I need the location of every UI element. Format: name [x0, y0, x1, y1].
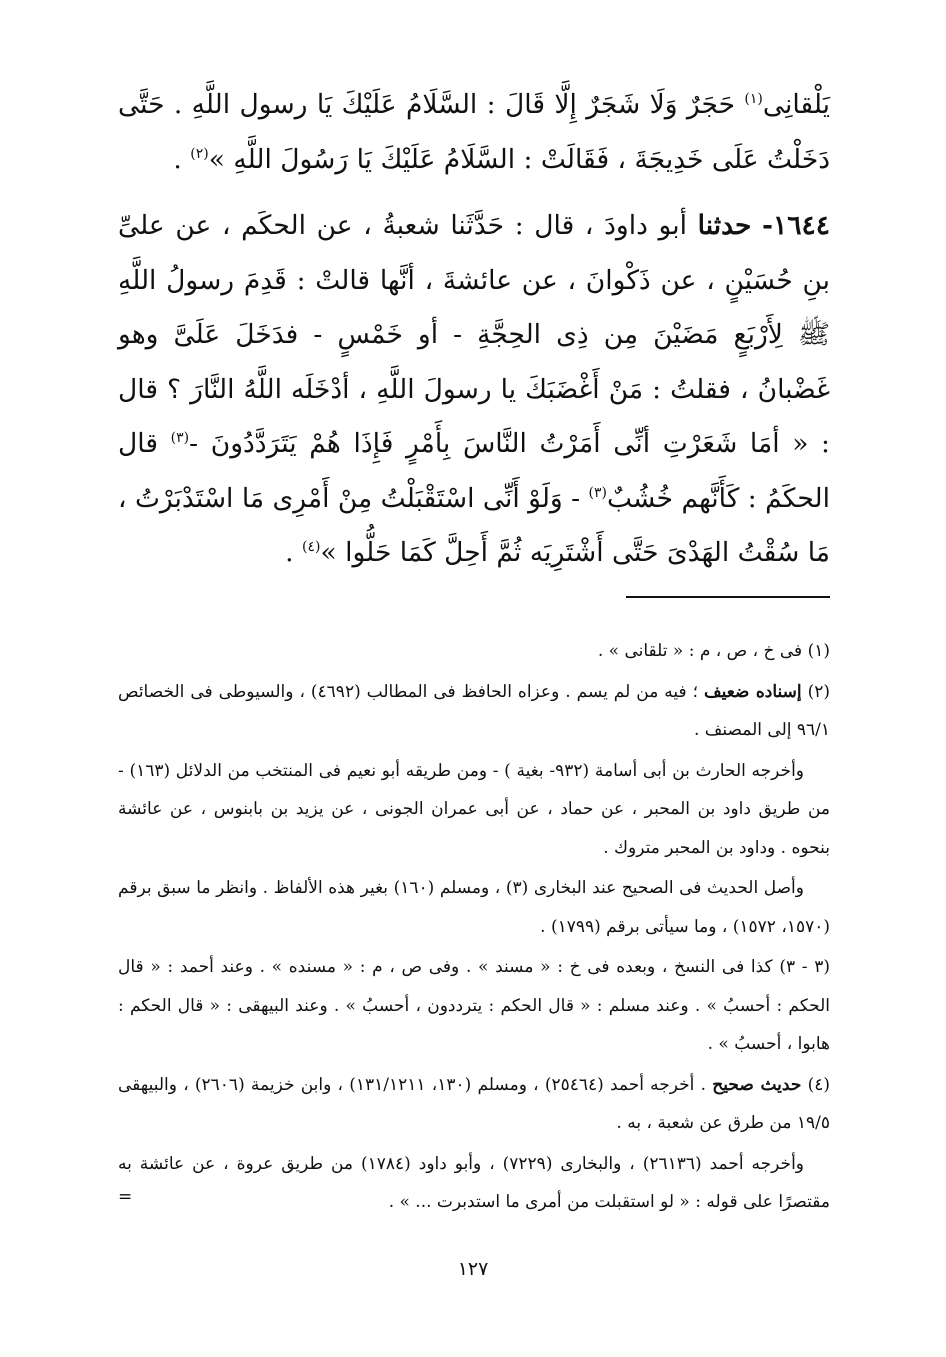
continuation-mark: = [118, 1187, 133, 1207]
footnote-4-continued: وأخرجه أحمد (٢٦١٣٦) ، والبخارى (٧٢٢٩) ، وأبو داود (١٧٨٤) من طريق عروة ، عن عائشة به مقتصرًا على قوله : « لو استقبلت من أمرى ما استدبرت ... » . [118, 1153, 830, 1212]
text-segment: يَلْقانِى [762, 89, 830, 120]
footnote-2-continued: وأخرجه الحارث بن أبى أسامة (٩٣٢- بغية ) - ومن طريقه أبو نعيم فى المنتخب من الدلائل (١٦٣) - من طريق داود بن المحبر ، عن حماد ، عن أبى عمران الجونى ، عن يزيد بن بابنوس ، عن عائشة بنحوه . وداود بن المحبر متروك . [118, 760, 830, 858]
footnote-2-continued: وأصل الحديث فى الصحيح عند البخارى (٣) ، ومسلم (١٦٠) بغير هذه الألفاظ . وانظر ما سبق برقم (١٥٧٠، ١٥٧٢) ، وما سيأتى برقم (١٧٩٩) . [118, 878, 830, 937]
footnote-2 [118, 673, 830, 750]
footnote-1: (١) فى خ ، ص ، م : « تلقانى » . [597, 641, 830, 661]
hadith-1644 [118, 199, 830, 581]
text-segment: . [285, 537, 294, 568]
footnote-3: (٣ - ٣) كذا فى النسخ ، وبعده فى خ : « مسند » . وفى ص ، م : « مسنده » . وعند أحمد : « قال الحكم : أحسبُ » . وعند مسلم : « قال الحكم : يترددون ، أحسبُ » . وعند البيهقى : « قال الحكم : هابوا ، أحسبُ » . [118, 957, 830, 1054]
text-segment: . [173, 143, 182, 175]
footnote-marker: (٤) [302, 539, 321, 556]
footnote-marker: (٣) [170, 430, 190, 447]
footnote-marker: (١) [744, 91, 763, 108]
footnote-divider [626, 596, 830, 598]
hadith-number: ١٦٤٤ [773, 210, 830, 241]
text-segment: أبو داودَ ، قال : حَدَّثَنا شعبةُ ، عن الحكَم ، عن علىِّ بنِ حُسَيْنٍ ، عن ذَكْوانَ ، عن عائشةَ ، أنَّها قالتْ : قَدِمَ رسولُ اللَّهِ ﷺ لِأَرْبَعٍ مَضَيْنَ مِن ذِى الحِجَّةِ - أو خَمْسٍ - فدَخَلَ عَلَىَّ وهو غَضْبانُ ، فقلتُ : مَنْ أَغْضَبَكَ يا رسولَ اللَّهِ ، أدْخَلَه اللَّهُ النَّارَ ؟ قال : « أمَا شَعَرْتِ أنِّى أَمَرْتُ النَّاسَ بِأَمْرٍ فَإِذَا هُمْ يَتَرَدَّدُونَ - [118, 210, 830, 459]
main-text [118, 78, 830, 581]
hadith-text-continued [118, 78, 830, 187]
footnote-text: ؛ فيه من لم يسم . وعزاه الحافظ فى المطالب (٤٦٩٢) ، والسيوطى فى الخصائص ٩٦/١ إلى المصنف . [118, 681, 830, 740]
footnote-marker: (٣) [588, 484, 607, 501]
text-segment: حَجَرٌ وَلَا شَجَرٌ إِلَّا قَالَ : السَّلَامُ عَلَيْكَ يَا رسول اللَّهِ . حَتَّى دَخَلْتُ عَلَى خَدِيجَةَ ، فَقَالَتْ : السَّلَامُ عَلَيْكَ يَا رَسُولَ اللَّهِ » [118, 89, 830, 175]
footnote-number: (٤) [807, 1074, 830, 1095]
footnote-text: . أخرجه أحمد (٢٥٤٦٤) ، ومسلم (١٣٠، ١٣١/١٢١١) ، وابن خزيمة (٢٦٠٦) ، والبيهقى ١٩/٥ من طرق عن شعبة ، به . [118, 1074, 830, 1133]
footnote-marker: (٢) [190, 145, 209, 162]
grading: حديث صحيح [712, 1074, 802, 1095]
footnote-4 [118, 1066, 830, 1143]
page-number: ١٢٧ [457, 1258, 489, 1280]
footnote-number: (٢) [807, 681, 830, 702]
narration-lead: حدثنا [697, 210, 752, 241]
grading: إسناده ضعيف [704, 681, 802, 702]
text-segment: - وَلَوْ أَنِّى اسْتَقْبَلْتُ مِنْ أَمْرِى مَا اسْتَدْبَرْتُ ، مَا سُقْتُ الهَدْىَ حَتَّى أَشْتَرِيَه ثُمَّ أَحِلَّ كَمَا حَلُّوا » [118, 482, 830, 568]
hadith-number-dash: - [762, 210, 774, 241]
footnotes [118, 632, 830, 1224]
text-segment: قال الحكَمُ : كَأَنَّهم خُشُبٌ [118, 428, 830, 514]
